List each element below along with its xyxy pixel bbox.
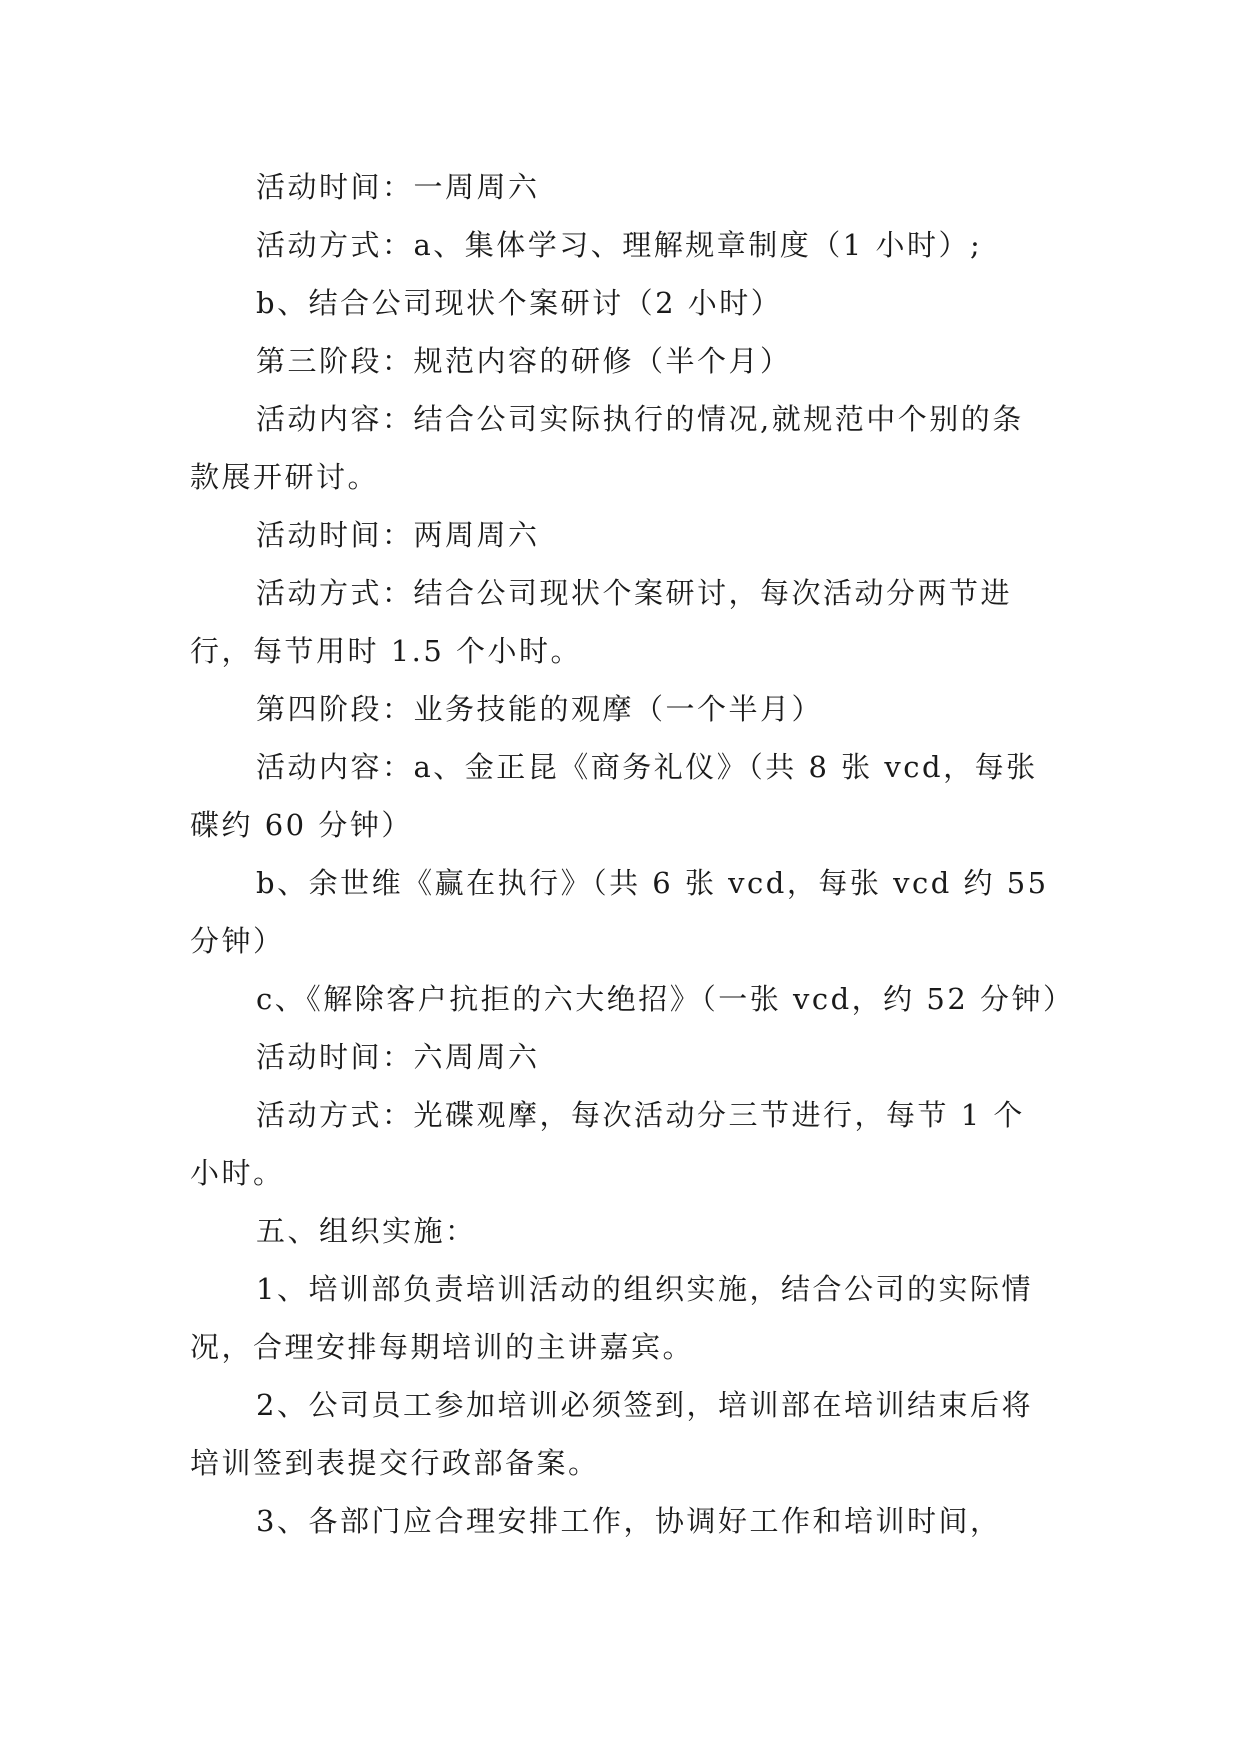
paragraph: 3、各部门应合理安排工作，协调好工作和培训时间， — [256, 1504, 1002, 1538]
paragraph: 活动内容：a、金正昆《商务礼仪》（共 8 张 vcd，每张碟约 60 分钟） — [190, 750, 1038, 842]
paragraph: 活动时间：两周周六 — [256, 518, 540, 552]
paragraph: 活动时间：一周周六 — [256, 170, 540, 204]
paragraph: c、《解除客户抗拒的六大绝招》（一张 vcd，约 52 分钟） — [256, 982, 1075, 1016]
paragraph: 1、培训部负责培训活动的组织实施，结合公司的实际情况，合理安排每期培训的主讲嘉宾。 — [190, 1272, 1033, 1364]
paragraph: 五、组织实施： — [256, 1214, 477, 1248]
paragraph: 第四阶段：业务技能的观摩（一个半月） — [256, 692, 824, 726]
paragraph: 活动时间：六周周六 — [256, 1040, 540, 1074]
paragraph: b、余世维《赢在执行》（共 6 张 vcd，每张 vcd 约 55 分钟） — [190, 866, 1049, 958]
document-body — [190, 158, 1075, 1550]
paragraph: 2、公司员工参加培训必须签到，培训部在培训结束后将培训签到表提交行政部备案。 — [190, 1388, 1033, 1480]
paragraph: 活动内容：结合公司实际执行的情况,就规范中个别的条款展开研讨。 — [190, 402, 1024, 494]
paragraph: 活动方式：光碟观摩，每次活动分三节进行，每节 1 个小时。 — [190, 1098, 1025, 1190]
paragraph: b、结合公司现状个案研讨（2 小时） — [256, 286, 783, 320]
paragraph: 第三阶段：规范内容的研修（半个月） — [256, 344, 792, 378]
paragraph: 活动方式：结合公司现状个案研讨，每次活动分两节进行，每节用时 1.5 个小时。 — [190, 576, 1013, 668]
paragraph: 活动方式：a、集体学习、理解规章制度（1 小时）; — [256, 228, 983, 262]
